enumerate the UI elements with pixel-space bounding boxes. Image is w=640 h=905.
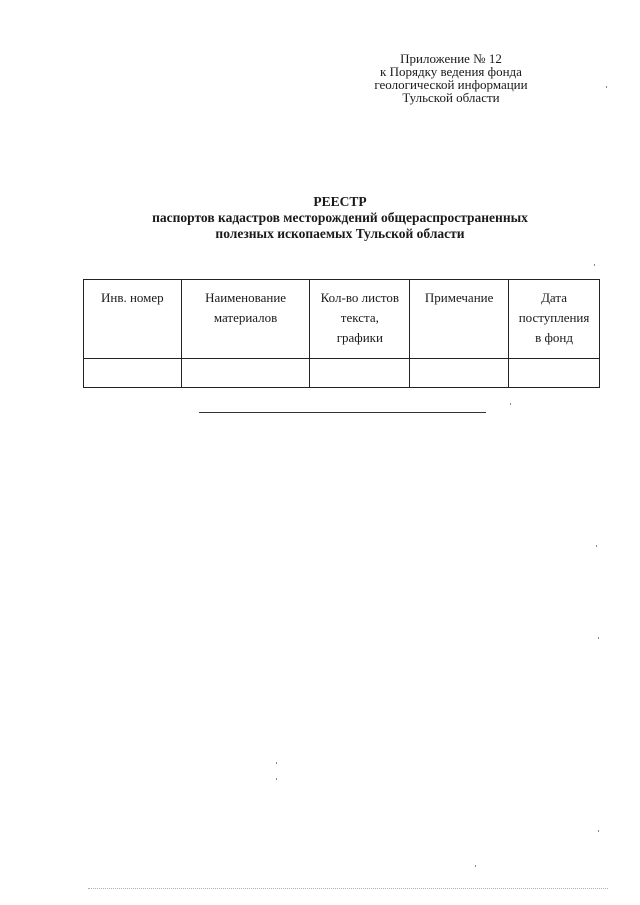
table-cell (509, 359, 600, 388)
scan-speck (276, 778, 277, 780)
annex-line: Тульской области (402, 90, 500, 105)
table-cell (410, 359, 509, 388)
title-line: паспортов кадастров месторождений общераспространенных (152, 210, 528, 225)
annex-note (356, 52, 546, 104)
title-heading: РЕЕСТР (313, 194, 367, 209)
column-header-receipt-date: Дата поступления в фонд (509, 280, 600, 359)
table-cell (84, 359, 182, 388)
scan-speck (606, 86, 607, 88)
scan-speck (598, 637, 599, 639)
column-header-inv-number: Инв. номер (84, 280, 182, 359)
scan-speck (276, 762, 277, 764)
annex-line: Приложение № 12 (400, 51, 502, 66)
annex-line: геологической информации (374, 77, 528, 92)
table-cell (310, 359, 410, 388)
scan-speck (510, 403, 511, 405)
column-header-material-name: Наименование материалов (181, 280, 310, 359)
scan-edge-noise (88, 888, 608, 889)
closing-rule (199, 412, 486, 413)
column-header-note: Примечание (410, 280, 509, 359)
table-header-row (84, 280, 600, 359)
scan-speck (598, 830, 599, 832)
scan-speck (596, 545, 597, 547)
annex-line: к Порядку ведения фонда (380, 64, 522, 79)
title-line: полезных ископаемых Тульской области (215, 226, 465, 241)
table-cell (181, 359, 310, 388)
column-header-sheet-count: Кол-во листов текста, графики (310, 280, 410, 359)
register-table (83, 279, 600, 388)
table-row (84, 359, 600, 388)
document-title (100, 194, 580, 242)
scan-speck (475, 865, 476, 867)
scan-speck (594, 264, 595, 266)
